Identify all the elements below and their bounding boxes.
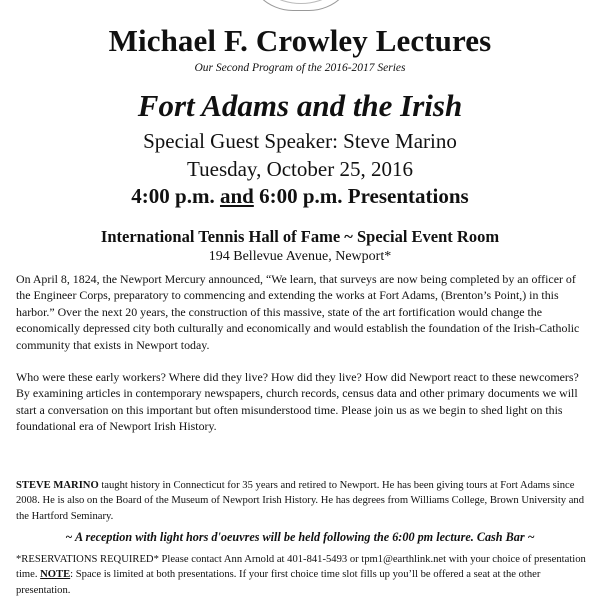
- bio-name: STEVE MARINO: [16, 480, 99, 491]
- seal-emblem: [246, 0, 356, 11]
- series-subtitle: Our Second Program of the 2016-2017 Series: [194, 62, 406, 74]
- reception-notice: ~ A reception with light hors d'oeuvres will be held following the 6:00 pm lecture. Cash Bar ~: [65, 530, 535, 544]
- venue-address: 194 Bellevue Avenue, Newport*: [208, 249, 392, 264]
- time-first: 4:00 p.m.: [131, 184, 215, 208]
- note-text: : Space is limited at both presentations. If your first choice time slot fills up you’ll be offered a seat at the other presentation.: [16, 569, 541, 596]
- note-label: NOTE: [40, 569, 71, 581]
- presentation-times: [0, 184, 600, 209]
- reservations-label: *RESERVATIONS REQUIRED*: [16, 554, 159, 565]
- reservations-text: Please contact Ann Arnold at 401-841-5493 or tpm1@earthlink.net with your choice of presentation time.: [16, 554, 586, 581]
- series-title: Michael F. Crowley Lectures: [108, 23, 492, 58]
- event-title: Fort Adams and the Irish: [137, 88, 463, 123]
- time-join: and: [219, 184, 254, 208]
- venue: International Tennis Hall of Fame ~ Special Event Room: [100, 227, 500, 246]
- guest-speaker: Special Guest Speaker: Steve Marino: [143, 129, 457, 153]
- questions-paragraph: Who were these early workers? Where did they live? How did they live? How did Newport react to these newcomers? By examining articles in contemporary newspapers, church records, census data and other primary documents we will start a conversation on this important but often misunderstood time. Please join us as we begin to shed light on this foundational era of Newport Irish History.: [16, 370, 579, 434]
- reservations-paragraph: [16, 552, 586, 598]
- event-date: Tuesday, October 25, 2016: [187, 157, 413, 181]
- intro-paragraph: On April 8, 1824, the Newport Mercury announced, “We learn, that surveys are now being completed by an officer of the Engineer Corps, preparatory to commencing and extending the works at Fort Adams, (Brenton’s Point,) in this harbor.” Over the next 20 years, the construction of this massive, state of the art fortification would change the economically depressed city both culturally and economically and would establish the foundation of the Irish-Catholic community that exists in Newport today.: [16, 272, 580, 352]
- time-second: 6:00 p.m. Presentations: [259, 184, 469, 208]
- speaker-bio: [16, 478, 586, 524]
- bio-text: taught history in Connecticut for 35 years and retired to Newport. He has been giving tours at Fort Adams since 2008. He is also on the Board of the Museum of Newport Irish History. He has degrees from Williams College, Brown University and the Hartford Seminary.: [16, 480, 585, 522]
